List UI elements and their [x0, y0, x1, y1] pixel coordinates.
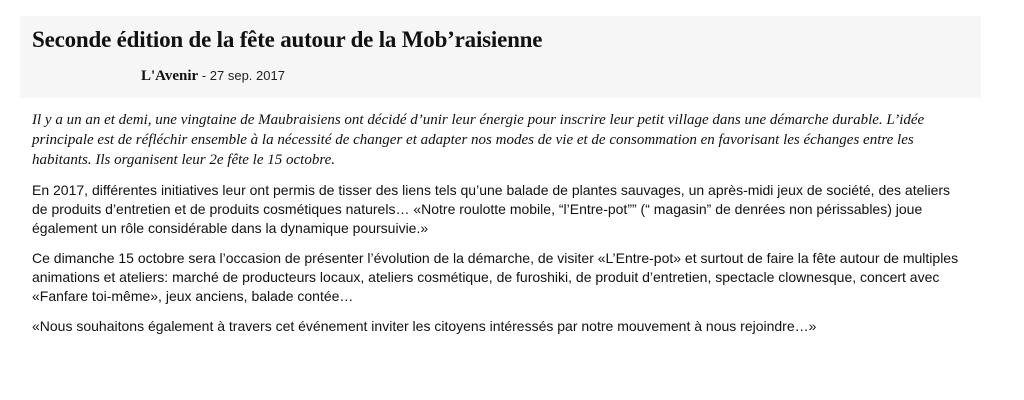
article-source: L'Avenir [141, 68, 199, 84]
article-paragraph: Ce dimanche 15 octobre sera l’occasion de présenter l’évolution de la démarche, de visiter «L’Entre-pot» et surtout de faire la fête autour de multiples animations et ateliers: marché de producteurs locaux, ateliers cosmétique, de furoshiki, de produit d’entretien, spectacle clownesque, concert avec «Fanfare toi-même», jeux anciens, balade contée… [32, 250, 959, 304]
article-meta [32, 66, 969, 86]
article-body [20, 110, 981, 336]
article [20, 16, 981, 336]
article-title: Seconde édition de la fête autour de la Mob’raisienne [32, 27, 543, 52]
article-date: - 27 sep. 2017 [198, 68, 285, 83]
article-paragraph: En 2017, différentes initiatives leur ont permis de tisser des liens tels qu’une balade de plantes sauvages, un après-midi jeux de société, des ateliers de produits d’entretien et de produits cosmétiques naturels… «Notre roulotte mobile, “l’Entre-pot”” (“ magasin” de denrées non périssables) joue également un rôle considérable dans la dynamique poursuivie.» [32, 182, 951, 236]
article-header [20, 16, 981, 98]
article-lead: Il y a un an et demi, une vingtaine de Maubraisiens ont décidé d’unir leur énergie pour inscrire leur petit village dans une démarche durable. L’idée principale est de réfléchir ensemble à la nécessité de changer et adapter nos modes de vie et de consommation en favorisant les échanges entre les habitants. Ils organisent leur 2e fête le 15 octobre. [32, 112, 925, 168]
article-paragraph: «Nous souhaitons également à travers cet événement inviter les citoyens intéressés par notre mouvement à nous rejoindre…» [32, 318, 817, 334]
